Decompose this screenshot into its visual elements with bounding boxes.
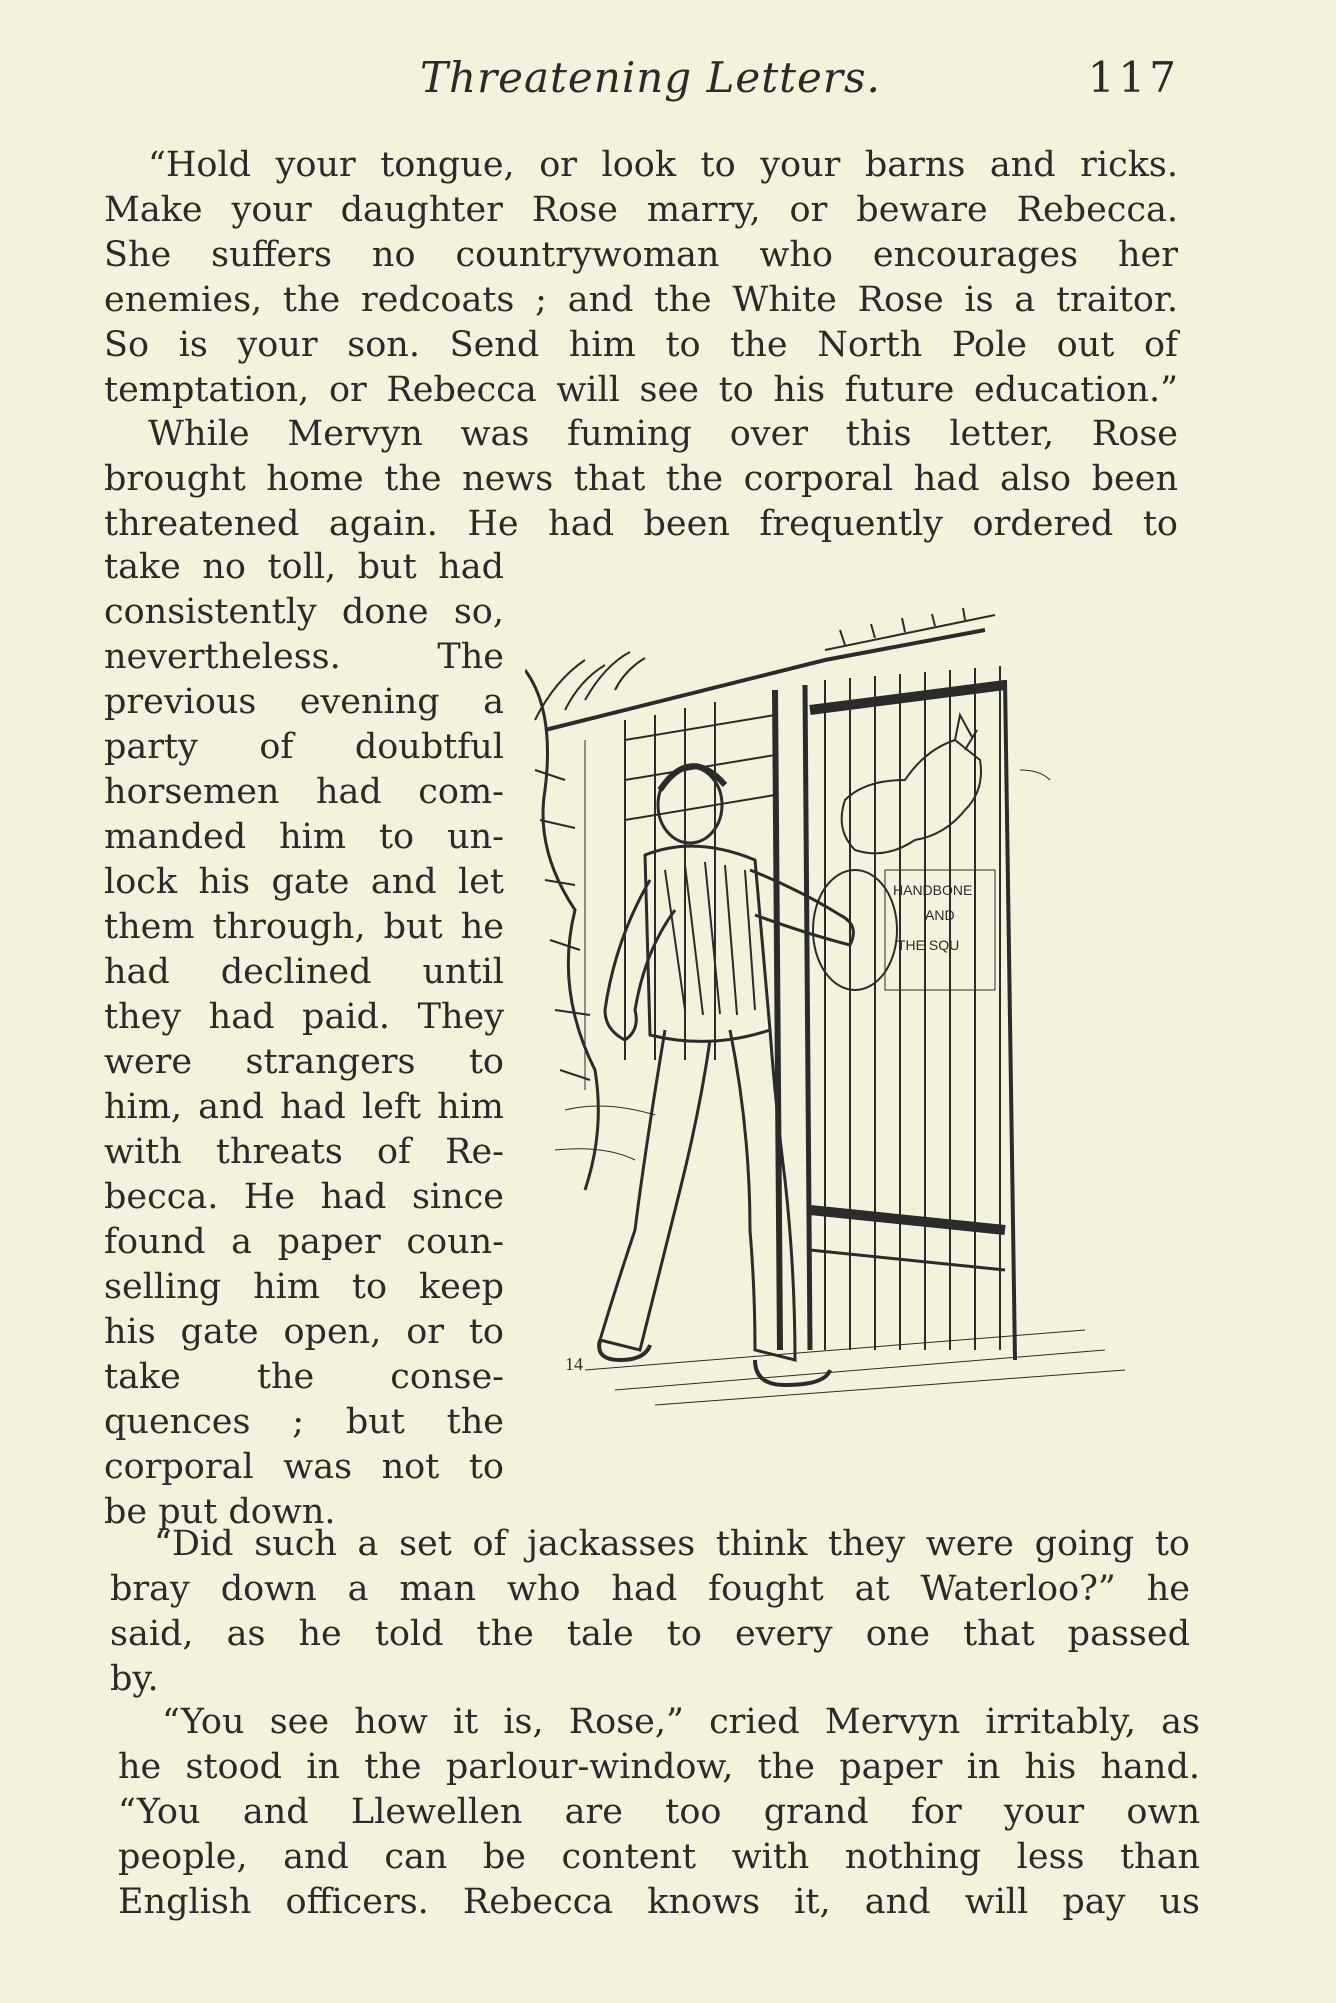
artist-signature: 14 bbox=[565, 1354, 583, 1374]
text-line: had declined until bbox=[104, 952, 504, 992]
paragraph-letter bbox=[104, 143, 1178, 413]
paragraph-jackasses bbox=[110, 1522, 1190, 1702]
text-line: be put down. bbox=[104, 1492, 336, 1532]
text-line: party of doubtful bbox=[104, 727, 504, 767]
text-line: his gate open, or to bbox=[104, 1312, 504, 1352]
text-line: Make your daughter Rose marry, or beware Rebecca. bbox=[104, 190, 1178, 230]
text-line: lock his gate and let bbox=[104, 862, 504, 902]
text-line: threatened again. He had been frequently ordered to bbox=[104, 504, 1178, 544]
text-line: quences ; but the bbox=[104, 1402, 504, 1442]
text-line: temptation, or Rebecca will see to his future education.” bbox=[104, 370, 1178, 410]
text-line: were strangers to bbox=[104, 1042, 504, 1082]
text-line: “You see how it is, Rose,” cried Mervyn irritably, as bbox=[162, 1702, 1200, 1742]
text-line: by. bbox=[110, 1659, 159, 1699]
text-line: “Did such a set of jackasses think they were going to bbox=[154, 1524, 1190, 1564]
gate-notice-line: HANDBONE bbox=[893, 882, 973, 898]
paragraph-mervyn bbox=[118, 1700, 1200, 1925]
text-line: take no toll, but had bbox=[104, 547, 504, 587]
text-line: She suffers no countrywoman who encourages her bbox=[104, 235, 1178, 275]
text-line: bray down a man who had fought at Waterloo?” he bbox=[110, 1569, 1190, 1609]
text-line: consistently done so, bbox=[104, 592, 504, 632]
text-line: they had paid. They bbox=[104, 997, 504, 1037]
text-line: So is your son. Send him to the North Pole out of bbox=[104, 325, 1178, 365]
text-line: him, and had left him bbox=[104, 1087, 504, 1127]
paragraph-news bbox=[104, 412, 1178, 547]
text-line: them through, but he bbox=[104, 907, 504, 947]
text-line: “Hold your tongue, or look to your barns and ricks. bbox=[148, 145, 1178, 185]
text-line: “You and Llewellen are too grand for your own bbox=[118, 1792, 1200, 1832]
paragraph-corporal bbox=[104, 545, 504, 1535]
text-line: found a paper coun- bbox=[104, 1222, 504, 1262]
page-number: 117 bbox=[1087, 53, 1180, 102]
text-line: said, as he told the tale to every one that passed bbox=[110, 1614, 1190, 1654]
text-line: people, and can be content with nothing less than bbox=[118, 1837, 1200, 1877]
text-line: English officers. Rebecca knows it, and will pay us bbox=[118, 1882, 1200, 1922]
text-line: previous evening a bbox=[104, 682, 504, 722]
text-line: manded him to un- bbox=[104, 817, 504, 857]
text-line: brought home the news that the corporal had also been bbox=[104, 459, 1178, 499]
text-line: corporal was not to bbox=[104, 1447, 504, 1487]
running-title: Threatening Letters. bbox=[420, 53, 881, 102]
text-line: horsemen had com- bbox=[104, 772, 504, 812]
text-line: nevertheless. The bbox=[104, 637, 504, 677]
text-line: he stood in the parlour-window, the paper in his hand. bbox=[118, 1747, 1200, 1787]
text-line: While Mervyn was fuming over this letter, Rose bbox=[148, 414, 1178, 454]
text-line: enemies, the redcoats ; and the White Rose is a traitor. bbox=[104, 280, 1178, 320]
gate-illustration bbox=[525, 590, 1185, 1460]
gate-notice-line: AND bbox=[925, 907, 955, 923]
text-line: selling him to keep bbox=[104, 1267, 504, 1307]
gate-notice-line: THE SQU bbox=[897, 937, 960, 953]
running-head bbox=[420, 48, 1180, 108]
text-line: becca. He had since bbox=[104, 1177, 504, 1217]
text-line: take the conse- bbox=[104, 1357, 504, 1397]
text-line: with threats of Re- bbox=[104, 1132, 504, 1172]
